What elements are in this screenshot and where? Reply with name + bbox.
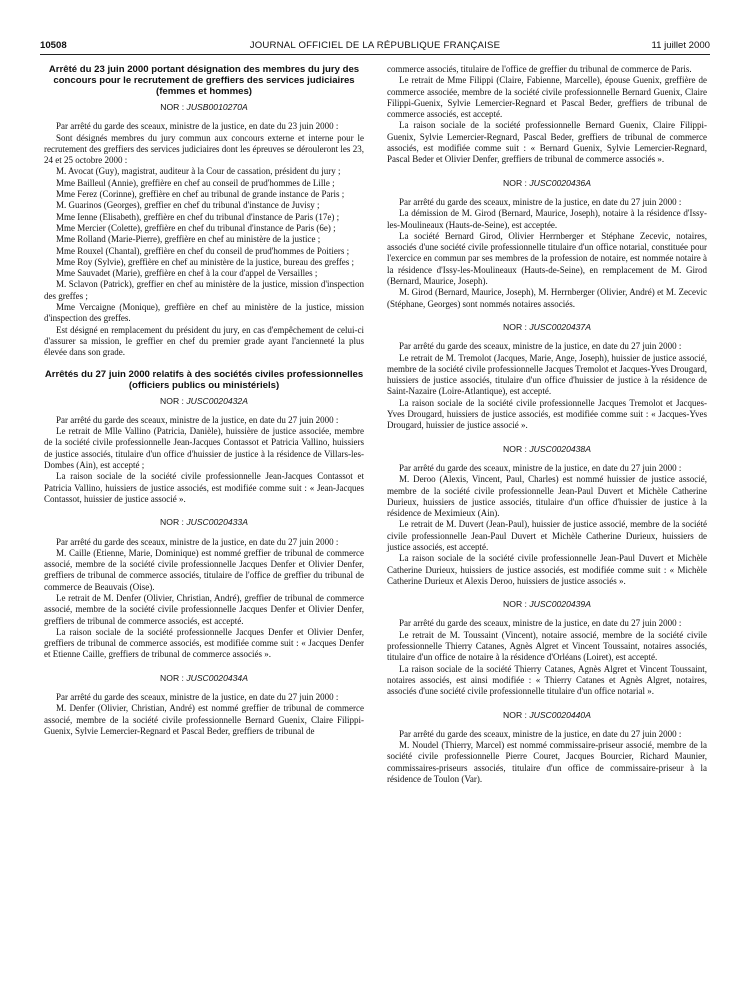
nor-label: NOR : [503,177,527,188]
paragraph: Le retrait de Mlle Vallino (Patricia, Danièle), huissière de justice associée, membre de la société civile professionnelle Jean-Jacques Contassot et Patricia Vallino, huissiers de justice associés, titulaire d'un office d'huissier de justice à la résidence de Villars-les-Dombes (Ain), est accepté ; [44,426,364,471]
nor-label: NOR : [160,517,184,528]
paragraph: Mme Ferez (Corinne), greffière en chef au tribunal de grande instance de Paris ; [56,189,345,200]
paragraph: Le retrait de Mme Filippi (Claire, Fabienne, Marcelle), épouse Guenix, greffière de commerce associée, membre de la société civile professionnelle Bernard Guenix, Claire Filippi-Guenix, Sylvie Lemercier-Regnard et Pascal Beder, greffiers de tribunal de commerce associés, est accepté. [387,75,707,120]
article-body [387,197,707,310]
nor-reference [387,599,707,610]
article-body [387,729,707,785]
paragraph: Par arrêté du garde des sceaux, ministre de la justice, en date du 23 juin 2000 : [56,121,339,132]
paragraph: M. Deroo (Alexis, Vincent, Paul, Charles) est nommé huissier de justice associé, membre de la société civile professionnelle Jean-Paul Duvert et Michèle Catherine Durieux, huissiers de justice associés, titulaire d'un office d'huissier de justice à la résidence de Meximieux (Ain). [387,474,707,519]
nor-code: JUSC0020437A [529,321,591,332]
paragraph: M. Denfer (Olivier, Christian, André) est nommé greffier de tribunal de commerce associé, membre de la société civile professionnelle Bernard Guenix, Claire Filippi-Guenix, Sylvie Lemercier-Regnard et Pascal Beder, greffiers de tribunal de [44,703,364,736]
paragraph: Par arrêté du garde des sceaux, ministre de la justice, en date du 27 juin 2000 : [56,692,339,703]
article-body [44,415,364,505]
nor-reference [387,444,707,455]
paragraph: Mme Ienne (Elisabeth), greffière en chef du tribunal d'instance de Paris (17e) ; [56,211,340,222]
paragraph: M. Girod (Bernard, Maurice, Joseph), M. Herrnberger (Olivier, André) et M. Zecevic (Stéphane, Georges) sont nommés notaires associés. [387,287,707,309]
nor-code: JUSC0020438A [529,443,591,454]
paragraph: Par arrêté du garde des sceaux, ministre de la justice, en date du 27 juin 2000 : [399,341,682,352]
paragraph: Mme Mercier (Colette), greffière en chef du tribunal d'instance de Paris (6e) ; [56,222,336,233]
article-title: Arrêté du 23 juin 2000 portant désignation des membres du jury des concours pour le recrutement de greffiers des services judiciaires (femmes et hommes) [48,64,360,97]
nor-reference [387,710,707,721]
nor-reference [387,322,707,333]
paragraph: La raison sociale de la société civile professionnelle Jacques Tremolot et Jacques-Yves Drougard, huissiers de justice associés, est modifiée comme suit : « Jacques-Yves Drougard, huissier de justice associé ». [387,397,707,431]
nor-reference [44,673,364,684]
paragraph: La société Bernard Girod, Olivier Herrnberger et Stéphane Zecevic, notaires, associés d'une société civile professionnelle titulaire d'un office notarial, constituée pour l'exercice en commun par ses membres de la profession de notaire, est nommée notaire à la résidence d'Issy-les-Moulineaux (Hauts-de-Seine), en remplacement de M. Girod (Bernard, Maurice, Joseph). [387,230,707,287]
paragraph: Mme Rouxel (Chantal), greffière en chef du conseil de prud'hommes de Poitiers ; [56,245,350,256]
nor-label: NOR : [160,102,185,112]
nor-code: JUSC0020432A [186,395,248,406]
paragraph: Par arrêté du garde des sceaux, ministre de la justice, en date du 27 juin 2000 : [399,462,682,473]
paragraph: La raison sociale de la société Thierry Catanes, Agnès Algret et Vincent Toussaint, notaires associés, est ainsi modifiée : « Thierry Catanes et Agnès Algret, notaires, associés d'une société civile professionnelle titulaire d'un office notarial ». [387,663,707,697]
issue-date: 11 juillet 2000 [651,40,710,51]
page-header [40,38,710,55]
paragraph: Le retrait de M. Tremolot (Jacques, Marie, Ange, Joseph), huissier de justice associé, membre de la société civile professionnelle Jacques Tremolot et Jacques-Yves Drougard, huissiers de justice associés, titulaire d'un office d'huissier de justice à la résidence de Saint-Nazaire (Loire-Atlantique), est accepté. [387,352,707,397]
paragraph: Le retrait de M. Toussaint (Vincent), notaire associé, membre de la société civile professionnelle Thierry Catanes, Agnès Algret et Vincent Toussaint, notaires associés, titulaire d'un office de notaire à la résidence d'Orléans (Loiret), est accepté. [387,629,707,663]
article-body [387,618,707,697]
article-title: Arrêtés du 27 juin 2000 relatifs à des sociétés civiles professionnelles (officiers publics ou ministériels) [44,368,364,391]
nor-code: JUSC0020439A [529,599,591,610]
nor-label: NOR : [503,443,527,454]
page-number: 10508 [40,40,67,51]
paragraph: Par arrêté du garde des sceaux, ministre de la justice, en date du 27 juin 2000 : [56,536,339,547]
nor-code: JUSC0020434A [186,672,248,683]
paragraph: commerce associés, titulaire de l'office de greffier du tribunal de commerce de Paris. [387,64,692,74]
nor-reference [44,102,364,113]
paragraph: Est désigné en remplacement du président du jury, en cas d'empêchement de celui-ci d'assurer sa mission, le greffier en chef du premier grade ayant l'ancienneté la plus élevée dans son grade. [44,324,364,358]
paragraph: La raison sociale de la société professionnelle Bernard Guenix, Claire Filippi-Guenix, Sylvie Lemercier-Regnard, Pascal Beder, greffiers de tribunal de commerce associés, est modifiée comme suit : « Bernard Guenix, Sylvie Lemercier-Regnard, Pascal Beder et Olivier Denfer, greffiers de tribunal de commerce associés ». [387,120,707,165]
paragraph: Le retrait de M. Denfer (Olivier, Christian, André), greffier de tribunal de commerce associé, membre de la société civile professionnelle Jacques Denfer et Olivier Denfer, greffiers de tribunal de commerce associés, est accepté. [44,592,364,626]
paragraph: La raison sociale de la société civile professionnelle Jean-Paul Duvert et Michèle Catherine Durieux, huissiers de justice associés, est modifiée comme suit : « Michèle Catherine Durieux et Alexis Deroo, huissiers de justice associés ». [387,553,707,586]
nor-label: NOR : [503,599,527,610]
nor-reference [44,396,364,407]
nor-reference [44,517,364,528]
left-column [44,64,364,737]
paragraph: Mme Vercaigne (Monique), greffière en chef au ministère de la justice, mission d'inspection des greffes. [44,302,364,324]
article-body [44,537,364,661]
paragraph: Mme Rolland (Marie-Pierre), greffière en chef au ministère de la justice ; [56,234,321,245]
nor-code: JUSB0010270A [186,102,248,112]
paragraph: M. Caille (Etienne, Marie, Dominique) est nommé greffier de tribunal de commerce associé, membre de la société civile professionnelle Jacques Denfer et Olivier Denfer, greffiers de tribunal de commerce associés, titulaire de l'office de greffier du tribunal de commerce de Beauvais (Oise). [44,547,364,592]
paragraph: Par arrêté du garde des sceaux, ministre de la justice, en date du 27 juin 2000 : [399,196,682,207]
article-body [44,692,364,737]
article-body [44,121,364,358]
nor-label: NOR : [503,321,527,332]
nor-code: JUSC0020433A [186,517,248,528]
paragraph: Par arrêté du garde des sceaux, ministre de la justice, en date du 27 juin 2000 : [399,618,682,629]
nor-label: NOR : [160,395,184,406]
article-body [387,64,707,166]
paragraph: M. Noudel (Thierry, Marcel) est nommé commissaire-priseur associé, membre de la société civile professionnelle Pierre Couret, Jacques Bourcier, Richard Maunier, commissaires-priseurs associés, titulaire d'un office de commissaire-priseur à la résidence de Toulon (Var). [387,740,707,785]
paragraph: Mme Bailleul (Annie), greffière en chef au conseil de prud'hommes de Lille ; [56,177,335,188]
nor-label: NOR : [160,672,184,683]
paragraph: La raison sociale de la société civile professionnelle Jean-Jacques Contassot et Patricia Vallino, huissiers de justice associés, est modifiée comme suit : « Jean-Jacques Contassot, huissier de justice associé ». [44,471,364,504]
nor-label: NOR : [503,709,527,720]
right-column [387,64,707,785]
nor-code: JUSC0020436A [529,177,591,188]
paragraph: M. Avocat (Guy), magistrat, auditeur à la Cour de cassation, président du jury ; [56,166,341,177]
paragraph: Sont désignés membres du jury commun aux concours externe et interne pour le recrutement des greffiers des services judiciaires dont les épreuves se dérouleront les 23, 24 et 25 octobre 2000 : [44,132,364,166]
paragraph: La démission de M. Girod (Bernard, Maurice, Joseph), notaire à la résidence d'Issy-les-Moulineaux (Hauts-de-Seine), est acceptée. [387,208,707,230]
journal-title: JOURNAL OFFICIEL DE LA RÉPUBLIQUE FRANÇAISE [249,40,501,51]
paragraph: Le retrait de M. Duvert (Jean-Paul), huissier de justice associé, membre de la société civile professionnelle Jean-Paul Duvert et Michèle Catherine Durieux, huissiers de justice associés, est accepté. [387,519,707,552]
nor-code: JUSC0020440A [529,709,591,720]
paragraph: Par arrêté du garde des sceaux, ministre de la justice, en date du 27 juin 2000 : [399,728,682,739]
article-body [387,341,707,431]
paragraph: La raison sociale de la société professionnelle Jacques Denfer et Olivier Denfer, greffiers de tribunal de commerce associés, est modifiée comme suit : « Jacques Denfer et Etienne Caille, greffiers de tribunal de commerce associés ». [44,626,364,660]
nor-reference [387,178,707,189]
paragraph: Mme Roy (Sylvie), greffière en chef au ministère de la justice, bureau des greffes ; [56,256,355,267]
paragraph: M. Sclavon (Patrick), greffier en chef au ministère de la justice, mission d'inspection des greffes ; [44,279,364,301]
paragraph: Mme Sauvadet (Marie), greffière en chef à la cour d'appel de Versailles ; [56,268,318,279]
paragraph: M. Guarinos (Georges), greffier en chef du tribunal d'instance de Juvisy ; [56,200,320,211]
paragraph: Par arrêté du garde des sceaux, ministre de la justice, en date du 27 juin 2000 : [56,414,339,425]
article-body [387,463,707,587]
